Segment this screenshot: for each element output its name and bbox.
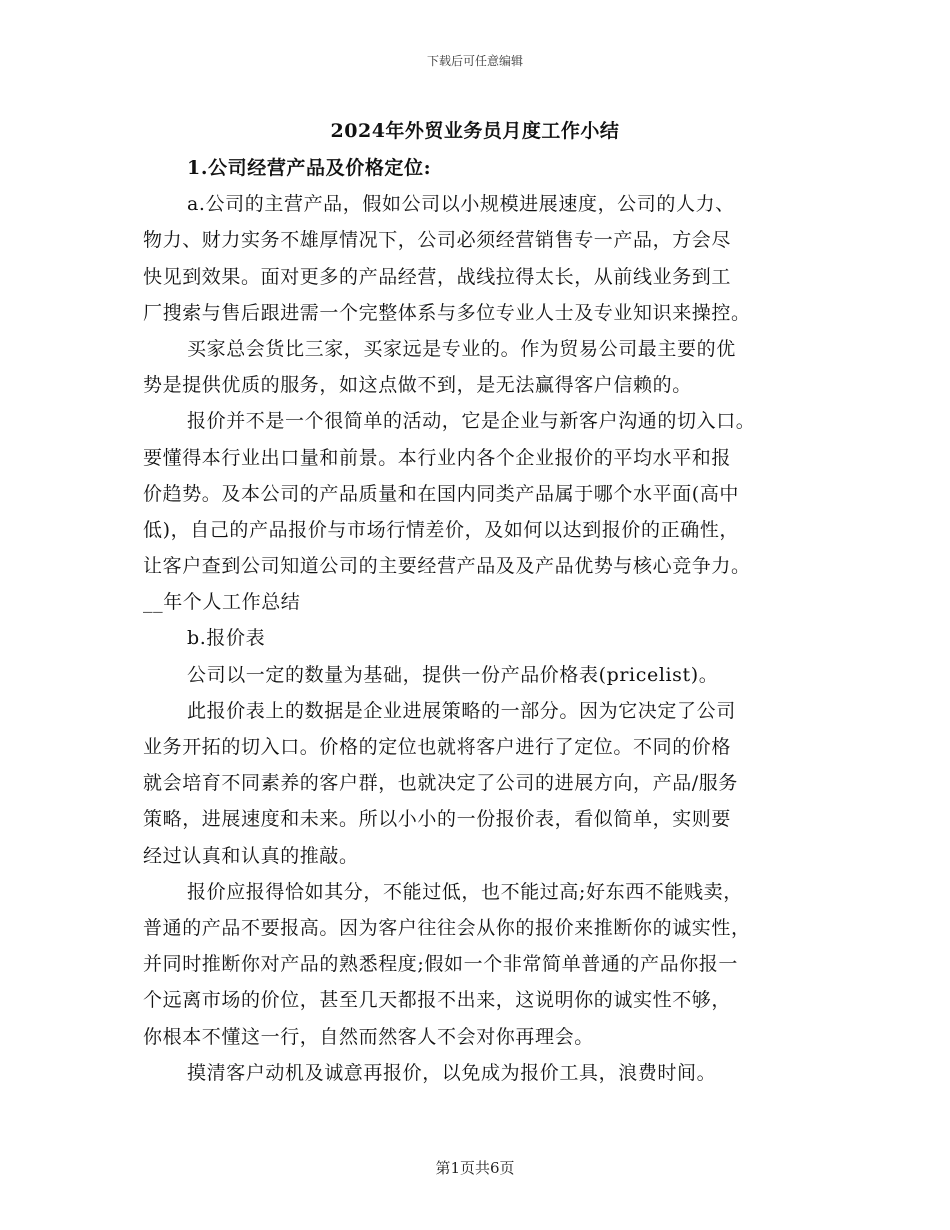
paragraph-line: a.公司的主营产品，假如公司以小规模进展速度，公司的人力、 <box>187 193 735 216</box>
paragraph-line: 快见到效果。面对更多的产品经营，战线拉得太长，从前线业务到工 <box>143 265 732 288</box>
section-heading: 1.公司经营产品及价格定位: <box>187 157 432 179</box>
paragraph-line: 低)，自己的产品报价与市场行情差价，及如何以达到报价的正确性， <box>143 518 740 541</box>
page-number: 第1页共6页 <box>435 1159 515 1177</box>
paragraph-line: 物力、财力实务不雄厚情况下，公司必须经营销售专一产品，方会尽 <box>143 229 732 252</box>
paragraph-line: 策略，进展速度和未来。所以小小的一份报价表，看似简单，实则要 <box>143 808 732 831</box>
paragraph-line: 要懂得本行业出口量和前景。本行业内各个企业报价的平均水平和报 <box>143 446 732 469</box>
paragraph-line: __年个人工作总结 <box>143 591 301 614</box>
paragraph-line: 厂搜索与售后跟进需一个完整体系与多位专业人士及专业知识来操控。 <box>143 301 751 324</box>
paragraph-line: 价趋势。及本公司的产品质量和在国内同类产品属于哪个水平面(高中 <box>143 482 740 505</box>
paragraph-line: 摸清客户动机及诚意再报价，以免成为报价工具，浪费时间。 <box>187 1061 717 1084</box>
paragraph-line: 公司以一定的数量为基础，提供一份产品价格表(pricelist)。 <box>187 663 719 686</box>
paragraph-line: 买家总会货比三家，买家远是专业的。作为贸易公司最主要的优 <box>187 337 736 360</box>
paragraph-line: 个远离市场的价位，甚至几天都报不出来，这说明你的诚实性不够， <box>143 989 732 1012</box>
paragraph-line: 并同时推断你对产品的熟悉程度;假如一个非常简单普通的产品你报一 <box>143 953 739 976</box>
paragraph-line: 势是提供优质的服务，如这点做不到，是无法赢得客户信赖的。 <box>143 374 692 397</box>
paragraph-line: 你根本不懂这一行，自然而然客人不会对你再理会。 <box>143 1025 594 1048</box>
paragraph-line: 让客户查到公司知道公司的主要经营产品及及产品优势与核心竞争力。 <box>143 555 751 578</box>
subsection-heading: b.报价表 <box>187 627 266 650</box>
download-note: 下载后可任意编辑 <box>426 54 523 68</box>
paragraph-line: 报价应报得恰如其分，不能过低，也不能过高;好东西不能贱卖， <box>187 880 743 903</box>
paragraph-line: 经过认真和认真的推敲。 <box>143 844 359 867</box>
document-title: 2024年外贸业务员月度工作小结 <box>330 120 620 142</box>
paragraph-line: 业务开拓的切入口。价格的定位也就将客户进行了定位。不同的价格 <box>143 736 732 758</box>
paragraph-line: 此报价表上的数据是企业进展策略的一部分。因为它决定了公司 <box>187 699 736 722</box>
document-body <box>143 150 823 1091</box>
paragraph-line: 报价并不是一个很简单的活动，它是企业与新客户沟通的切入口。 <box>187 410 756 433</box>
paragraph-line: 就会培育不同素养的客户群，也就决定了公司的进展方向，产品/服务 <box>143 772 739 795</box>
paragraph-line: 普通的产品不要报高。因为客户往往会从你的报价来推断你的诚实性， <box>143 916 751 939</box>
